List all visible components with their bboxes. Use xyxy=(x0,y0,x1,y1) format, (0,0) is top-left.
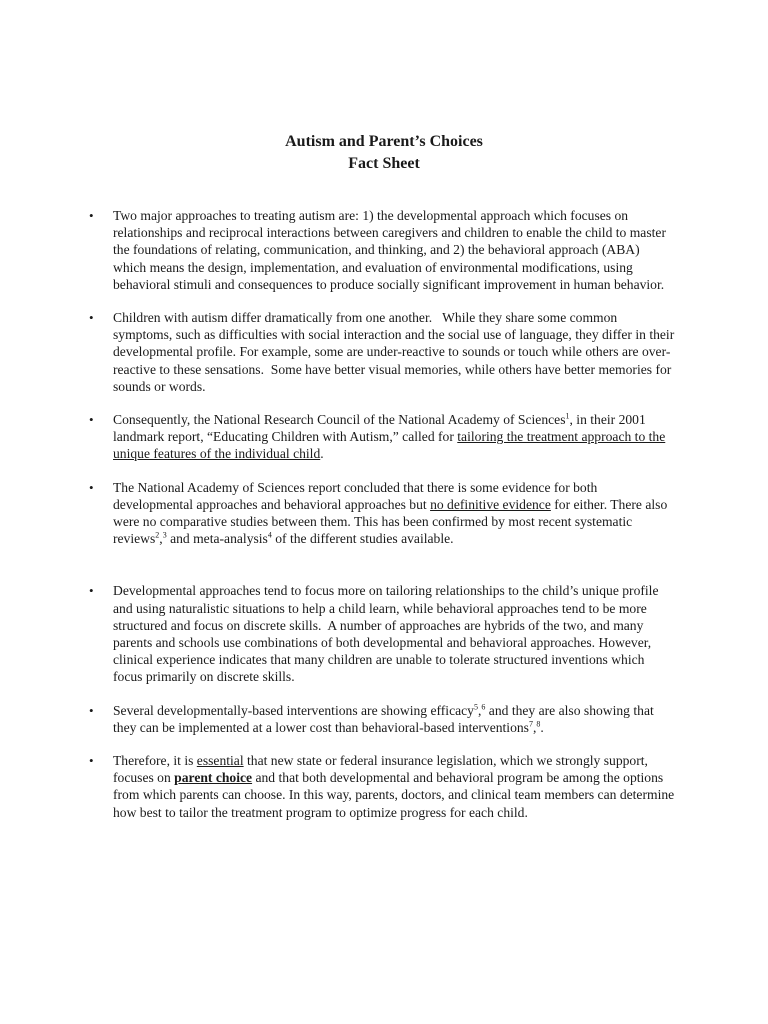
bullet-text: Several developmentally-based interventions are showing efficacy xyxy=(113,702,474,718)
bullet-text: and they are also showing that they can be implemented at a lower cost than behavioral-based interventions xyxy=(113,702,654,735)
emphasis-bold-underline: parent choice xyxy=(174,770,253,786)
title-block xyxy=(0,131,768,175)
list-item xyxy=(87,702,675,736)
bullet-text: , xyxy=(532,719,537,735)
list-item xyxy=(87,411,675,463)
fact-list xyxy=(87,207,678,821)
bullet-text: Developmental approaches tend to focus more on tailoring relationships to the child’s unique profile and using naturalistic situations to help a child learn, while behavioral approaches tend to be more structured and focus on discrete skills. A number of approaches are hybrids of the two, and many parents and schools use combinations of both developmental and behavioral approaches. However, clinical experience indicates that many children are unable to tolerate structured inventions which focus primarily on discrete skills. xyxy=(113,583,662,685)
emphasis-underline: tailoring the treatment approach to the unique features of the individual child xyxy=(113,429,666,462)
footnote-ref: 5 xyxy=(473,702,478,712)
emphasis-underline: essential xyxy=(196,753,244,769)
bullet-text: and meta-analysis xyxy=(166,531,268,547)
list-item xyxy=(87,309,678,395)
bullet-text: Two major approaches to treating autism are: 1) the developmental approach which focuses on relationships and reciprocal interactions between caregivers and children to enable the child to master the foundations of relating, communication, and thinking, and 2) the behavioral approach (ABA) which means the design, implementation, and evaluation of environmental modifications, using behavioral stimuli and consequences to produce socially significant improvement in human behavior. xyxy=(113,208,666,292)
bullet-icon: • xyxy=(89,412,94,428)
bullet-icon: • xyxy=(89,208,94,223)
bullet-text: for either. There also were no comparative studies between them. This has been confirmed by most recent systematic reviews xyxy=(113,496,668,547)
bullet-text: . xyxy=(540,719,544,735)
list-item xyxy=(87,207,675,293)
document-subtitle: Fact Sheet xyxy=(348,155,420,172)
footnote-ref: 8 xyxy=(536,719,541,729)
document-title: Autism and Parent’s Choices xyxy=(285,133,483,150)
bullet-text: Consequently, the National Research Council of the National Academy of Sciences xyxy=(113,412,566,428)
bullet-icon: • xyxy=(89,479,94,495)
bullet-text: , xyxy=(159,531,163,547)
list-item xyxy=(87,582,675,685)
footnote-ref: 7 xyxy=(528,719,533,729)
footnote-ref: 6 xyxy=(481,702,486,712)
footnote-ref: 1 xyxy=(565,411,570,421)
bullet-text: . xyxy=(320,446,324,462)
bullet-text: of the different studies available. xyxy=(271,531,454,547)
list-item xyxy=(87,752,675,821)
bullet-text: Children with autism differ dramatically from one another. While they share some common symptoms, such as difficulties with social interaction and the social use of language, they differ in their developmental profile. For example, some are under-reactive to sounds or touch while others are over-reactive to these sensations. Some have better visual memories, while others have better memories for sounds or words. xyxy=(113,310,678,394)
bullet-text: The National Academy of Sciences report concluded that there is some evidence for both developmental approaches and behavioral approaches but xyxy=(113,479,598,512)
bullet-icon: • xyxy=(89,702,94,718)
bullet-text: , xyxy=(477,702,482,718)
bullet-icon: • xyxy=(89,753,94,769)
bullet-text: , in their 2001 landmark report, “Educating Children with Autism,” called for xyxy=(113,412,646,445)
bullet-text: and that both developmental and behavioral program be among the options from which parents can choose. In this way, parents, doctors, and clinical team members can determine how best to tailor the treatment program to optimize progress for each child. xyxy=(113,770,675,820)
bullet-text: Therefore, it is xyxy=(113,753,197,769)
emphasis-underline: no definitive evidence xyxy=(430,496,551,512)
footnote-ref: 4 xyxy=(267,530,272,540)
footnote-ref: 2 xyxy=(155,530,160,540)
bullet-icon: • xyxy=(89,310,94,326)
list-item xyxy=(87,479,675,548)
bullet-text: that new state or federal insurance legislation, which we strongly support, focuses on xyxy=(113,753,648,786)
footnote-ref: 3 xyxy=(162,530,167,540)
bullet-icon: • xyxy=(89,583,94,599)
